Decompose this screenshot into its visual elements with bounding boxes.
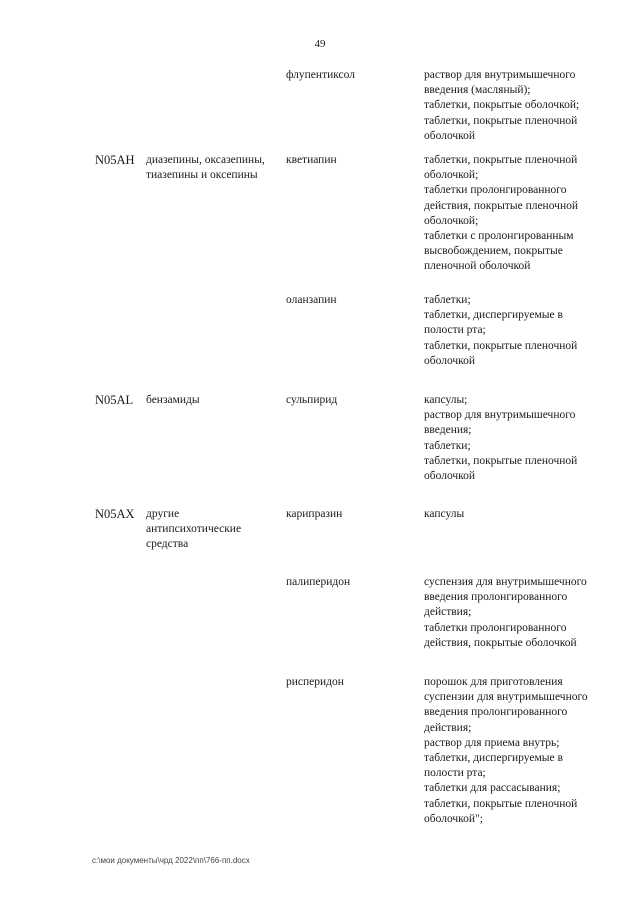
dosage-form-line: таблетки; [424,294,471,306]
dosage-form-line: таблетки, покрытые пленочной [424,454,578,467]
dosage-forms [424,575,614,651]
dosage-forms [424,293,614,369]
drug-name: палиперидон [286,576,351,588]
dosage-form-line: капсулы; [424,394,468,406]
dosage-form-line: оболочкой; [424,214,479,227]
dosage-form-line: таблетки, покрытые пленочной [424,339,578,352]
dosage-form-line: таблетки, диспергируемые в [424,752,563,765]
dosage-form-line: таблетки пролонгированного [424,621,567,634]
drug-name: рисперидон [286,676,344,688]
dosage-form-line: оболочкой [424,470,476,483]
dosage-form-line: высвобождением, покрытые [424,245,563,258]
atc-group-line: антипсихотические [146,523,242,536]
dosage-form-line: оболочкой; [424,169,479,182]
file-path-footer: c:\мои документы\чрд 2022\пп\766-пп.docx [92,856,250,865]
dosage-form-line: таблетки, диспергируемые в [424,309,563,322]
drug-name: кветиапин [286,154,337,166]
atc-group-line: тиазепины и оксепины [146,169,258,182]
dosage-form-line: пленочной оболочкой [424,260,531,273]
dosage-form-line: полости рта; [424,324,486,337]
dosage-form-line: введения (масляный); [424,84,531,97]
dosage-form-line: таблетки для рассасывания; [424,782,561,795]
drug-name: флупентиксол [286,69,355,81]
drug-name: оланзапин [286,294,337,306]
dosage-forms [424,68,614,144]
dosage-forms [424,393,614,484]
atc-group [146,507,284,553]
dosage-form-line: таблетки с пролонгированным [424,230,574,243]
dosage-form-line: оболочкой [424,354,476,367]
dosage-form-line: раствор для внутримышечного [424,409,576,422]
dosage-form-line: таблетки, покрытые пленочной [424,154,578,166]
dosage-form-line: таблетки, покрытые пленочной [424,114,578,127]
dosage-form-line: таблетки; [424,439,471,452]
atc-group-line: диазепины, оксазепины, [146,154,265,166]
dosage-form-line: раствор для внутримышечного [424,69,576,81]
atc-group-line: бензамиды [146,394,200,406]
dosage-form-line: раствор для приема внутрь; [424,736,560,749]
dosage-form-line: таблетки пролонгированного [424,184,567,197]
dosage-form-line: капсулы [424,508,465,520]
atc-group-line: средства [146,538,189,551]
dosage-forms [424,153,614,275]
dosage-form-line: таблетки, покрытые пленочной [424,797,578,810]
atc-group [146,153,284,183]
atc-group [146,393,284,408]
dosage-form-line: суспензии для внутримышечного [424,691,588,704]
dosage-form-line: полости рта; [424,767,486,780]
dosage-form-line: действия; [424,606,472,619]
drug-name: карипразин [286,508,343,520]
atc-code: N05AL [95,393,134,407]
atc-group-line: другие [146,508,180,520]
dosage-form-line: порошок для приготовления [424,676,563,688]
dosage-form-line: оболочкой"; [424,812,483,825]
dosage-form-line: действия, покрытые оболочкой [424,636,577,649]
dosage-form-line: действия, покрытые пленочной [424,199,579,212]
dosage-form-line: оболочкой [424,129,476,142]
dosage-forms [424,675,614,827]
dosage-form-line: действия; [424,721,472,734]
atc-code: N05AX [95,507,135,521]
drug-name: сульпирид [286,394,338,406]
dosage-form-line: введения пролонгированного [424,706,568,719]
dosage-form-line: введения; [424,424,472,437]
page-number: 49 [314,38,326,50]
dosage-forms [424,507,614,522]
dosage-form-line: таблетки, покрытые оболочкой; [424,99,580,112]
dosage-form-line: введения пролонгированного [424,591,568,604]
atc-code: N05AH [95,153,135,167]
dosage-form-line: суспензия для внутримышечного [424,576,587,588]
